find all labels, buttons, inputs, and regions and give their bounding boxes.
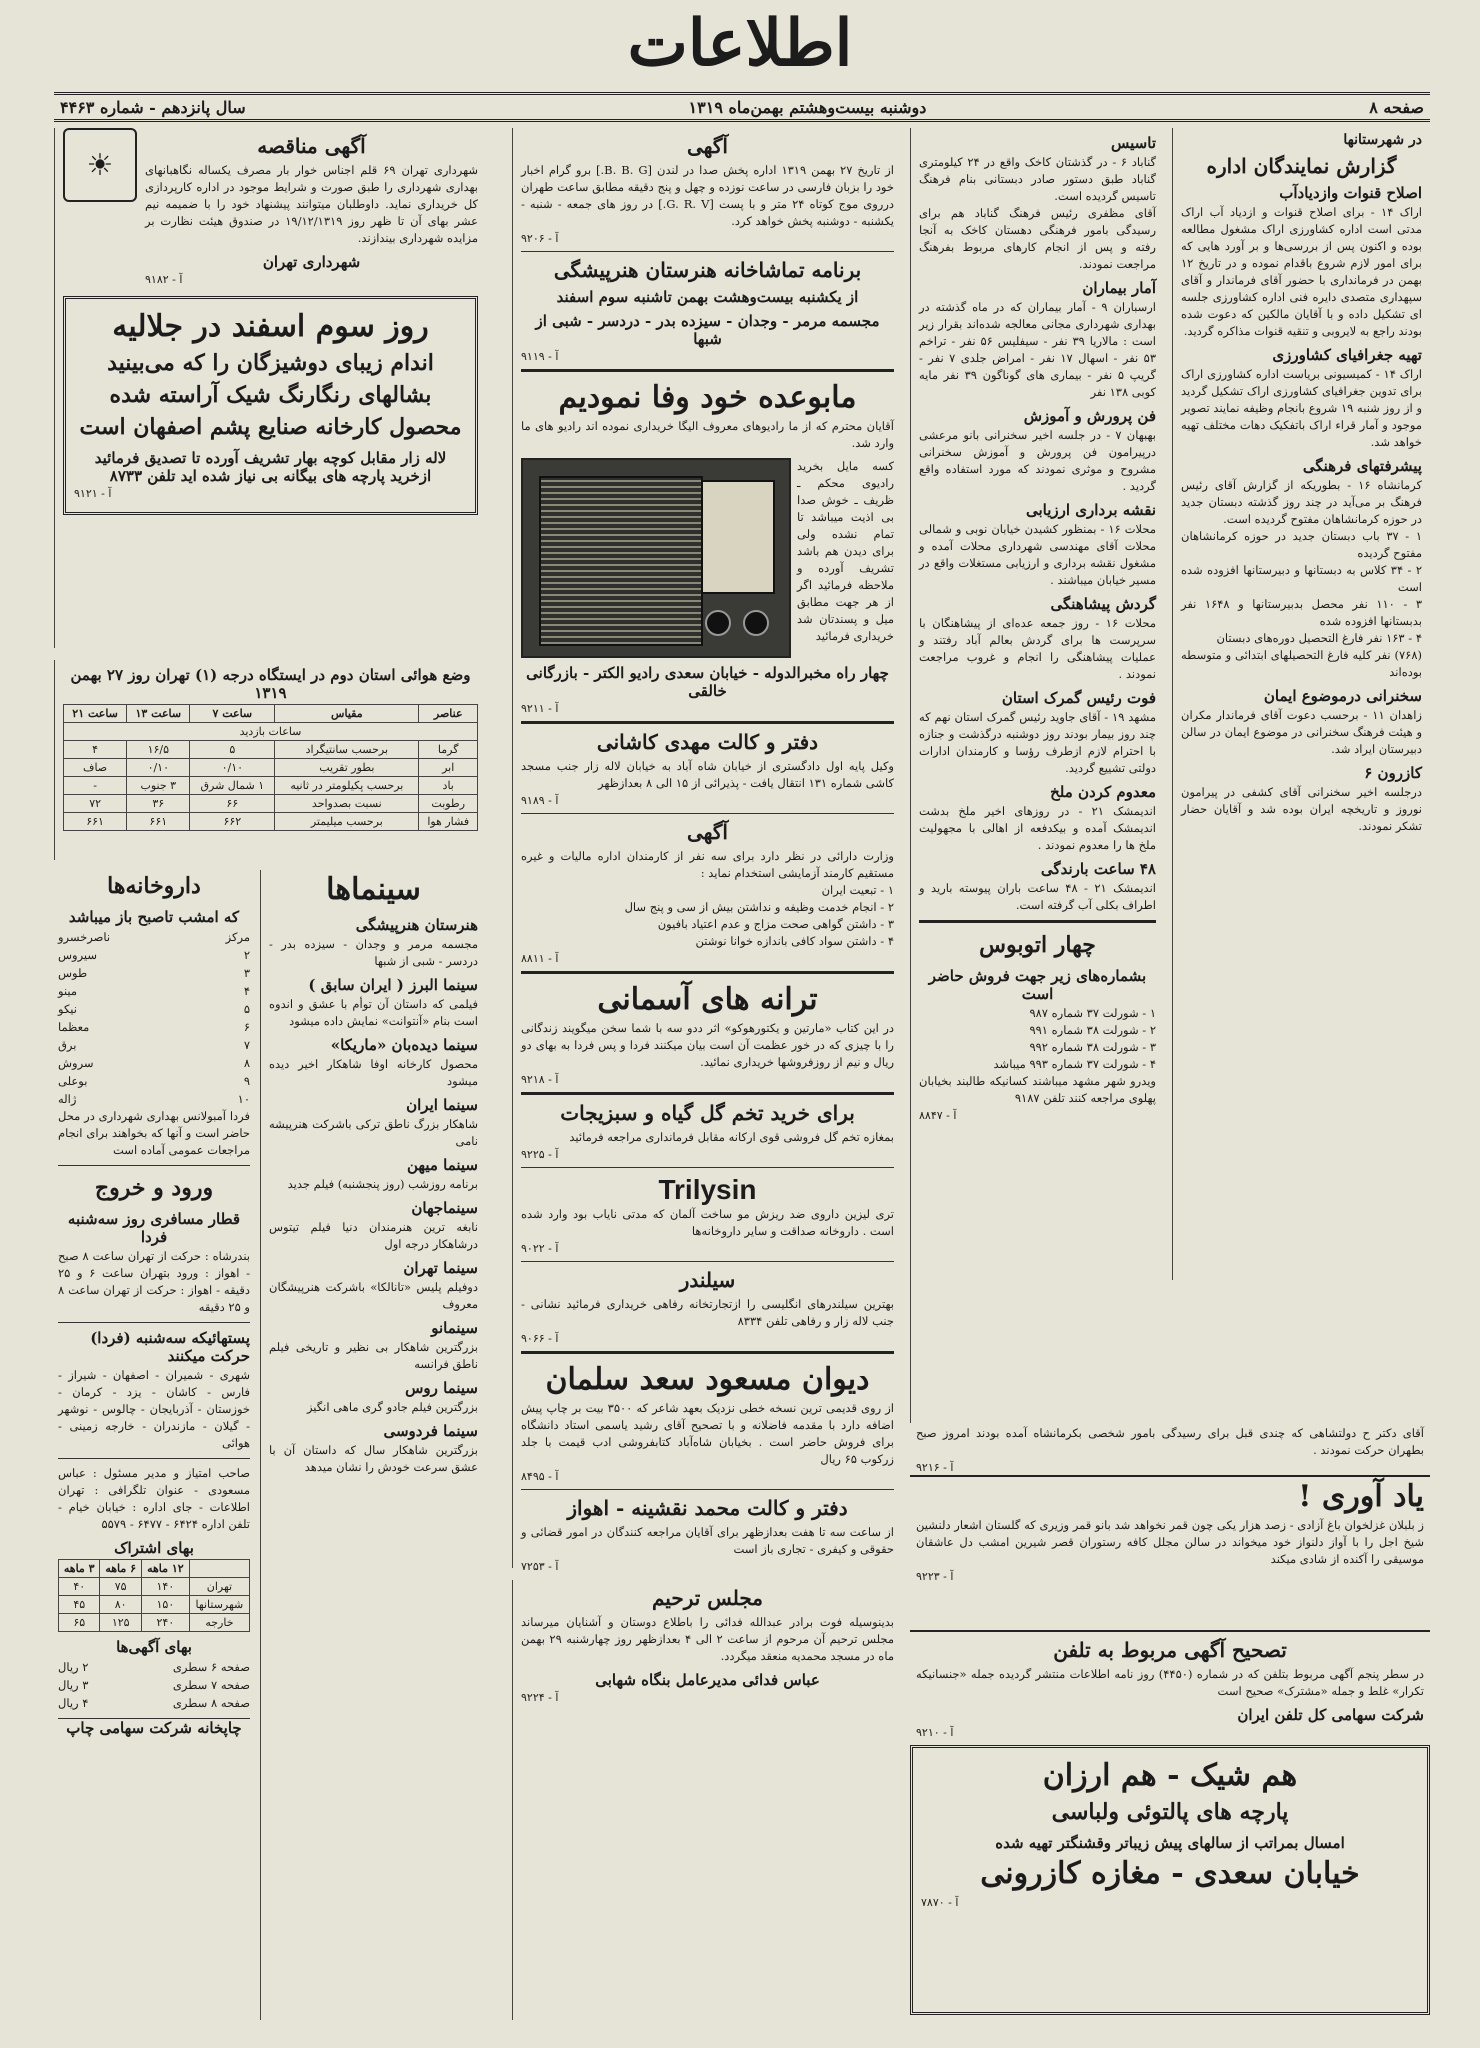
ad-title: برنامه تماشاخانه هنرستان هنرپیشگی bbox=[553, 258, 862, 282]
subhead: کازرون ۶ bbox=[1364, 764, 1422, 782]
cinema-desc: شاهکار بزرگ ناطق ترکی باشرکت هنرپیشه نامی bbox=[269, 1117, 478, 1148]
list-item: ۴ - ۱۶۳ نفر فارغ التحصیل دوره‌های دبستان bbox=[1216, 631, 1422, 645]
ad-title: دیوان مسعود سعد سلمان bbox=[545, 1362, 870, 1397]
subhead: گردش پیشاهنگی bbox=[1050, 595, 1156, 613]
trilysin-title: Trilysin bbox=[658, 1174, 757, 1205]
subscription-table: ۱۲ ماهه ۶ ماهه ۳ ماهه تهران ۱۴۰ ۷۵ ۴۰ شهرستانها ۱۵۰ ۸۰ ۴۵ خارجه ۲۴۰ ۱۲۵ ۶۵ bbox=[58, 1559, 250, 1632]
owner-info: صاحب امتیاز و مدیر مسئول : عباس مسعودی - عنوان تلگرافی : تهران اطلاعات - جای اداره : خیابان خیام - تلفن اداره ۶۴۲۴ - ۶۴۷۷ - ۵۵۷۹ bbox=[58, 1466, 250, 1531]
article-text: (۷۶۸) نفر کلیه فارغ التحصیلهای ابتدائی و متوسطه بوده‌اند bbox=[1181, 648, 1422, 679]
knob bbox=[743, 610, 769, 636]
ad-text: از روی قدیمی ترین نسخه خطی نزدیک بعهد شاعر که ۳۵۰۰ بیت بر چاپ پیش اضافه دارد با مقدمه فاضلانه و با تصحیح آقای رشید یاسمی استاد دانشگاه برای فروش حاضر است . بخیابان شاه‌آباد کتابفروشی ادب قیمت با جلد زرکوب ۶۵ ریال bbox=[521, 1401, 894, 1466]
cinema-name: سینما ایران bbox=[406, 1096, 478, 1114]
speaker-grille bbox=[539, 476, 703, 646]
dateline bbox=[54, 92, 1430, 122]
cinema-desc: مجسمه مرمر و وجدان - سیزده بدر - دردسر - شبی از شبها bbox=[269, 937, 478, 968]
wool-ad bbox=[63, 296, 478, 515]
list-item: ۱ - تبعیت ایران bbox=[821, 883, 894, 897]
ad-text: اندام زیبای دوشیزگان را که می‌بینید بشالهای رنگارنگ شیک آراسته شده محصول کارخانه صنایع پشم اصفهان است bbox=[79, 350, 462, 440]
ad-text: وزارت دارائی در نظر دارد برای سه نفر از کارمندان اداره مالیات و غیره مستقیم کارمند آزمایشی استخدام نماید : bbox=[521, 849, 894, 880]
cinema-name: سینما فردوسی bbox=[383, 1422, 478, 1440]
column-provinces bbox=[1172, 128, 1430, 1280]
table-row: رطوبت نسبت بصدواحد ۶۶ ۳۶ ۷۲ bbox=[64, 795, 478, 813]
travel-title: ورود و خروج bbox=[94, 1175, 214, 1201]
section-title: در شهرستانها bbox=[1343, 132, 1422, 148]
list-item: ۲ - ۳۴ کلاس به دبستانها و دبیرستانها افزوده شده است bbox=[1181, 563, 1422, 594]
article-text: محلات ۱۶ - روز جمعه عده‌ای از پیشاهنگان با سرپرست ها برای گردش بعالم آباد رفتند و عملیات پیشاهنگی را انجام و غروب مراجعت نمودند . bbox=[919, 616, 1156, 681]
cinema-desc: فیلمی که داستان آن توأم با عشق و اندوه است بنام «آنتوانت» نمایش داده میشود bbox=[269, 997, 478, 1028]
subhead: فوت رئیس گمرک استان bbox=[1001, 689, 1156, 707]
ad-title: هم شیک - هم ارزان bbox=[1042, 1758, 1298, 1793]
column-reports bbox=[910, 128, 1164, 1423]
bus-ad bbox=[919, 929, 1156, 1122]
ad-text: امسال بمراتب از سالهای پیش زیباتر وقشنگتر تهیه شده bbox=[995, 1834, 1345, 1852]
table-row: فشار هوا برحسب میلیمتر ۶۶۲ ۶۶۱ ۶۶۱ bbox=[64, 813, 478, 831]
pharmacy-title: داروخانه‌ها bbox=[107, 873, 201, 899]
ad-code: آ - ۹۱۲۱ bbox=[74, 487, 112, 500]
list-item: ۲ - انجام خدمت وظیفه و نداشتن بیش از سی و پنج سال bbox=[624, 900, 894, 914]
post-text: شهری - شمیران - اصفهان - شیراز - فارس - کاشان - یزد - کرمان - خوزستان - آذربایجان - چالوس - نوشهر - گیلان - مازندران - خارجه زمینی - هوائی bbox=[58, 1368, 250, 1450]
ad-text: ز بلبلان غزلخوان باغ آزادی - زصد هزار یکی چون قمر نخواهد شد بانو قمر وزیری که گلستان اشعار دلنشین شیخ اجل را با آواز دلنواز خود میخواند در سالن مجلل کافه رستوران قصر شیرین امشب دل عاشقان موسیقی را آکنده از شادی میکند bbox=[916, 1518, 1424, 1566]
cinema-name: سینما البرز ( ایران سابق ) bbox=[308, 976, 478, 994]
article-text: آقای مظفری رئیس فرهنگ گناباد هم برای رسیدگی بامور فرهنگی دهستان کاخک به آنجا رفته و پس از انجام کارهای مربوط بفرهنگ مراجعت نمودند. bbox=[919, 206, 1156, 271]
subhead: تهیه جغرافیای کشاورزی bbox=[1272, 346, 1422, 364]
list-item: ۳ - داشتن گواهی صحت مزاج و عدم اعتیاد بافیون bbox=[657, 917, 894, 931]
column-ads bbox=[512, 128, 902, 1573]
ad-title: تصحیح آگهی مربوط به تلفن bbox=[1053, 1638, 1287, 1662]
ad-code: آ - ۸۸۴۷ bbox=[919, 1109, 957, 1122]
table-header: ساعت ۷ bbox=[190, 705, 275, 723]
tuning-dial bbox=[701, 480, 775, 594]
adprice-title: بهای آگهی‌ها bbox=[116, 1638, 192, 1656]
ad-code: آ - ۹۲۰۶ bbox=[521, 232, 559, 245]
cinema-name: سینماجهان bbox=[411, 1199, 478, 1217]
list-item: ۵ نیکو bbox=[58, 1002, 250, 1016]
masthead bbox=[0, 0, 1480, 88]
table-subheader: ساعات بازدید bbox=[64, 723, 478, 741]
subhead: آمار بیماران bbox=[1082, 279, 1156, 297]
ad-code: آ - ۹۲۲۵ bbox=[521, 1148, 559, 1161]
ad-title: مجلس ترحیم bbox=[651, 1586, 763, 1610]
article-text: محلات ۱۶ - بمنظور کشیدن خیابان نوبی و شمالی محلات آقای مهندسی شهرداری محلات آمده و مشغول نقشه برداری و ارزیابی مستغلات واقع در مسیر خیابان میباشند . bbox=[919, 522, 1156, 587]
ad-title: چهار اتوبوس bbox=[979, 932, 1096, 958]
ad-text: وکیل پایه اول دادگستری از خیابان شاه آباد به خیابان لاله زار جنب مسجد کاشی شماره ۱۳۱ انتقال یافت - پذیرائی از ۱۵ الی ۸ بعدازظهر bbox=[521, 759, 894, 790]
ad-text: شهرداری تهران ۶۹ قلم اجناس خوار بار مصرف یکساله نگاهبانهای بهداری شهرداری را طبق صورت و شرایط موجود در اداره کارپردازی کل خریداری نماید. داوطلبان میتوانند پیشنهاد خود را با ضمیمه نیم عشر بهای آن تا ظهر روز ۱۹/۱۲/۱۳۱۹ در صندوق هیئت نظارت بر مزایده شهرداری بیندازند. bbox=[145, 163, 479, 245]
ad-title: برای خرید تخم گل گیاه و سبزیجات bbox=[560, 1101, 855, 1125]
small-ad bbox=[910, 1425, 1430, 1474]
list-item: ۶ معظما bbox=[58, 1020, 250, 1034]
ad-text: در این کتاب «مارتین و یکتورهوکو» اثر ددو سه با شما سخن میگویند زندگانی را با چیزی که در خور عظمت آن است بیان میکنند فردا و پس فردا به بهای دو ریال و نیم از روزفروشها خریداری نمائید. bbox=[521, 1021, 894, 1069]
ad-title: آگهی bbox=[687, 134, 728, 158]
subhead: نقشه برداری ارزیابی bbox=[1026, 501, 1156, 519]
ad-text: تری لیزین داروی ضد ریزش مو ساخت آلمان که مدتی نایاب بود وارد شده است . داروخانه صداقت و سایر داروخانه‌ها bbox=[521, 1207, 894, 1238]
table-header: عناصر bbox=[419, 705, 478, 723]
list-item: مرکز ناصرخسرو bbox=[58, 930, 250, 944]
cinema-desc: محصول کارخانه اوفا شاهکار اخیر دیده میشود bbox=[269, 1057, 478, 1088]
travel-text: بندرشاه : حرکت از تهران ساعت ۸ صبح - اهواز : ورود بتهران ساعت ۶ و ۲۵ دقیقه - اهواز : حرکت از تهران ساعت ۸ و ۲۵ دقیقه bbox=[58, 1249, 250, 1314]
cinema-title: سینماها bbox=[326, 872, 421, 907]
ad-code: آ - ۹۲۱۱ bbox=[521, 702, 559, 715]
list-item: ۴ - داشتن سواد کافی باندازه خوانا نوشتن bbox=[695, 934, 894, 948]
table-row: خارجه ۲۴۰ ۱۲۵ ۶۵ bbox=[59, 1614, 250, 1632]
list-item: ۱ - ۳۷ باب دبستان جدید در حوزه کرمانشاهان مفتوح گردیده bbox=[1181, 529, 1422, 560]
article-text: گناباد ۶ - در گذشتان کاخک واقع در ۲۴ کیلومتری گناباد طبق دستور صادر دبستانی بنام فرهنگ تاسیس گردیده است. bbox=[919, 155, 1157, 203]
cinema-desc: بزرگترین فیلم جادو گری ماهی انگیز bbox=[306, 1400, 478, 1414]
ad-address: لاله زار مقابل کوچه بهار تشریف آورده تا تصدیق فرمائید ازخرید پارچه های بیگانه بی نیاز شده اید تلفن ۸۷۳۳ bbox=[94, 449, 447, 485]
ad-code: آ - ۹۱۸۲ bbox=[145, 273, 183, 286]
cinema-desc: بزرگترین شاهکار بی نظیر و تاریخی فیلم ناطق فرانسه bbox=[269, 1340, 478, 1371]
article-text: اندیمشک ۲۱ - در روزهای اخیر ملخ بدشت اندیمشک آمده و بیکدفعه از اهالی با مجهولیت ملخ ها را معدوم نمودند . bbox=[919, 804, 1156, 852]
ad-signature: شرکت سهامی کل تلفن ایران bbox=[1237, 1706, 1424, 1724]
column-notices bbox=[54, 128, 486, 648]
table-header: ساعت ۱۳ bbox=[127, 705, 190, 723]
ad-title: دفتر و کالت محمد نقشینه - اهواز bbox=[567, 1496, 848, 1520]
ad-text: بدینوسیله فوت برادر عبدالله فدائی را باطلاع دوستان و آشنایان میرساند مجلس ترحیم آن مرحوم از ساعت ۲ الی ۴ بعدازظهر روز چهارشنبه ۲۹ بهمن ماه در مسجد محمدیه منعقد میگردد. bbox=[521, 1615, 894, 1663]
list-item: ۴ - شورلت ۳۷ شماره ۹۹۳ میباشد bbox=[993, 1057, 1156, 1071]
ad-title: ترانه های آسمانی bbox=[597, 982, 818, 1017]
ad-text: بهترین سیلندرهای انگلیسی را ازتجارتخانه رفاهی خریداری فرمائید نشانی - جنب لاله زار و رفاهی تلفن ۸۳۳۴ bbox=[521, 1297, 894, 1328]
ad-code: آ - ۷۸۷۰ bbox=[921, 1896, 959, 1909]
ad-title: سیلندر bbox=[679, 1268, 736, 1292]
ad-code: آ - ۹۲۲۴ bbox=[521, 1691, 559, 1704]
list-item: ۱۰ ژاله bbox=[58, 1092, 250, 1106]
ad-signature: عباس فدائی مدیرعامل بنگاه شهابی bbox=[595, 1671, 820, 1689]
phone-correction bbox=[910, 1630, 1430, 1739]
list-item: ۳ - شورلت ۳۸ شماره ۹۹۲ bbox=[1029, 1040, 1156, 1054]
ad-code: آ - ۹۰۲۲ bbox=[521, 1242, 559, 1255]
cinema-name: سینما میهن bbox=[407, 1156, 478, 1174]
list-item: ۳ طوس bbox=[58, 966, 250, 980]
ad-code: آ - ۹۲۱۸ bbox=[521, 1073, 559, 1086]
ad-text: آقای دکتر ح دولتشاهی که چندی قبل برای رسیدگی بامور شخصی بکرمانشاه آمده بودند امروز صبح بطهران حرکت نمودند . bbox=[916, 1426, 1424, 1457]
ad-text: مجسمه مرمر - وجدان - سیزده بدر - دردسر - شبی از شبها bbox=[535, 312, 880, 348]
ad-code: آ - ۸۸۱۱ bbox=[521, 952, 559, 965]
ad-text: بمغازه تخم گل فروشی قوی ارکانه مقابل فرمانداری مراجعه فرمائید bbox=[569, 1130, 894, 1144]
pharmacy-note: فردا آمبولانس بهداری شهرداری در محل حاضر است و آنها که بخواهند برای انجام مراجعات عمومی آماده است bbox=[58, 1109, 250, 1157]
cinema-name: سینما دیده‌بان «ماریکا» bbox=[330, 1036, 478, 1054]
reminder-ad bbox=[910, 1475, 1430, 1625]
table-row: باد برحسب پکیلومتر در ثانیه ۱ شمال شرق ۳ جنوب - bbox=[64, 777, 478, 795]
subhead: فن پرورش و آموزش bbox=[1023, 407, 1156, 425]
ad-code: آ - ۷۲۵۳ bbox=[521, 1560, 559, 1573]
list-item: صفحه ۸ سطری ۴ ریال bbox=[58, 1696, 250, 1710]
list-item: صفحه ۶ سطری ۲ ریال bbox=[58, 1660, 250, 1674]
pharmacy-subtitle: که امشب تاصبح باز میباشد bbox=[68, 908, 240, 926]
ad-side-text: کسه مایل بخرید رادیوی محکم ـ ظریف ـ خوش صدا بی اذیت میباشد تا تمام نشده ولی برای دیدن هم باشد تشریف آورده و ملاحظه فرمائید اگر از هر جهت مطابق میل و پسندتان شد خریداری فرمائید bbox=[797, 459, 894, 643]
ad-title: یاد آوری ! bbox=[1298, 1479, 1424, 1514]
page-number: صفحه ۸ bbox=[1369, 97, 1424, 117]
weather-title: وضع هوائی استان دوم در ایستگاه درجه (۱) تهران روز ۲۷ بهمن ۱۳۱۹ bbox=[70, 666, 471, 702]
list-item: ۸ سروش bbox=[58, 1056, 250, 1070]
subhead: اصلاح قنوات وازدیادآب bbox=[1279, 184, 1422, 202]
ad-title: آگهی مناقصه bbox=[257, 134, 366, 158]
ad-code: آ - ۹۲۱۰ bbox=[916, 1726, 954, 1739]
radio-image bbox=[521, 458, 791, 658]
article-text: ارسباران ۹ - آمار بیماران که در ماه گذشته در بهداری شهرداری مجانی معالجه شده‌اند بقرار زیر است : مالاریا ۳۹ نفر - سیفلیس ۵۶ نفر - تراخم ۵۳ نفر - اسهال ۱۷ نفر - امراض جلدی ۷ نفر - گریپ ۵ نفر - بیماری های گوناگون ۳۹ نفر مایه کوبی ۱۳۸ نفر bbox=[919, 300, 1157, 399]
list-item: ۳ - ۱۱۰ نفر محصل بدبیرستانها و ۱۶۴۸ نفر بدبستانها افزوده شده bbox=[1181, 597, 1422, 628]
weather-table bbox=[63, 704, 478, 831]
table-header: ساعت ۲۱ bbox=[64, 705, 127, 723]
knob bbox=[705, 610, 731, 636]
list-item: ۴ مینو bbox=[58, 984, 250, 998]
ad-title: روز سوم اسفند در جلالیه bbox=[112, 309, 429, 344]
list-item: ۲ سیروس bbox=[58, 948, 250, 962]
cinema-name: سینما تهران bbox=[403, 1259, 478, 1277]
article-text: بهبهان ۷ - در جلسه اخیر سخنرانی بانو مرعشی درپیرامون فن پرورش و آموزش سخنرانی مشروح و موثری نمودند که مورد استفاده واقع گردید . bbox=[919, 428, 1156, 493]
ad-subtitle: از یکشنبه بیست‌وهشت بهمن تاشنبه سوم اسفند bbox=[556, 288, 859, 306]
newspaper-title: اطلاعات bbox=[627, 6, 853, 81]
ad-title: دفتر و کالت مهدی کاشانی bbox=[596, 730, 819, 754]
shop-ad bbox=[910, 1745, 1430, 2015]
ad-title: آگهی bbox=[687, 820, 728, 844]
subhead: پیشرفتهای فرهنگی bbox=[1302, 457, 1422, 475]
ad-text: در سطر پنجم آگهی مربوط بتلفن که در شماره (۴۴۵۰) روز نامه اطلاعات منتشر گردیده جمله «جنسانیکه تکرار» غلط و جمله «مشترک» صحیح است bbox=[916, 1667, 1424, 1698]
info-column bbox=[54, 870, 254, 2020]
ad-signature: شهرداری تهران bbox=[262, 253, 361, 271]
table-row: شهرستانها ۱۵۰ ۸۰ ۴۵ bbox=[59, 1596, 250, 1614]
subhead: ۴۸ ساعت بارندگی bbox=[1040, 860, 1156, 878]
list-item: ۲ - شورلت ۳۸ شماره ۹۹۱ bbox=[1029, 1023, 1156, 1037]
cinema-name: هنرستان هنرپیشگی bbox=[355, 916, 478, 934]
table-row: گرما برحسب سانتیگراد ۵ ۱۶/۵ ۴ bbox=[64, 741, 478, 759]
article-text: اراک ۱۴ - کمیسیونی برياست اداره کشاورزی اراک برای تدوین جغرافیای کشاورزی اراک تشکیل گردید و از روز شنبه ۱۹ شروع بانجام وظیفه نمایند تصویر موجود و آمار قراء اراک باتفکیک دهات مختلف تهیه خواهد شد. bbox=[1181, 367, 1422, 449]
table-header: مقیاس bbox=[275, 705, 419, 723]
ad-code: آ - ۹۲۲۳ bbox=[916, 1570, 954, 1583]
ad-code: آ - ۸۴۹۵ bbox=[521, 1470, 559, 1483]
headline: گزارش نمایندگان اداره bbox=[1206, 154, 1397, 178]
cinema-name: سینمانو bbox=[431, 1319, 478, 1337]
ad-code: آ - ۹۲۱۶ bbox=[916, 1461, 954, 1474]
article-text: کرمانشاه ۱۶ - بطوریکه از گزارش آقای رئیس فرهنگ بر می‌آید در چند روز گذشته دبستان جدید در حوزه کرمانشاهان مفتوح گردیده است. bbox=[1181, 478, 1422, 526]
ad-text: از ساعت سه تا هفت بعدازظهر برای آقایان مراجعه کنندگان در امور قضائی و حقوقی و کیفری - تجاری باز است bbox=[521, 1525, 894, 1556]
ad-text: ویدرو شهر مشهد میباشند کسانیکه طالبند بخیابان پهلوی مراجعه کنند تلفن ۹۱۸۷ bbox=[919, 1074, 1156, 1105]
issue-number: سال پانزدهم - شماره ۴۴۶۳ bbox=[60, 97, 246, 117]
memorial-notice bbox=[512, 1580, 902, 2020]
ad-subtitle: پارچه های پالتوئی ولباسی bbox=[1051, 1799, 1289, 1825]
cinema-desc: بزرگترین شاهکار سال که داستان آن با عشق سرعت خودش را نشان میدهد bbox=[269, 1443, 478, 1474]
list-item: صفحه ۷ سطری ۳ ریال bbox=[58, 1678, 250, 1692]
lion-emblem-icon: ☀ bbox=[63, 128, 137, 202]
article-text: مشهد ۱۹ - آقای جاوید رئیس گمرک استان نهم که چند روز بیمار بودند روز دوشنبه درگذشت و جنازه با احترام لازم ازطرف رؤسا و کارمندان ادارات دولتی تشییع گردید. bbox=[919, 710, 1156, 775]
ad-code: آ - ۹۰۶۶ bbox=[521, 1332, 559, 1345]
ad-subtitle: بشماره‌های زیر جهت فروش حاضر است bbox=[928, 967, 1147, 1003]
article-text: زاهدان ۱۱ - برحسب دعوت آقای فرماندار مکران و هیئت فرهنگ سخنرانی در موضوع ایمان در سالن دبیرستان ایراد شد. bbox=[1181, 708, 1422, 756]
travel-subtitle: قطار مسافری روز سه‌شنبه فردا bbox=[67, 1210, 241, 1246]
subhead: تاسیس bbox=[1111, 134, 1156, 152]
post-title: پستهائیکه سه‌شنبه (فردا) حرکت میکنند bbox=[90, 1329, 250, 1365]
subhead: سخنرانی درموضوع ایمان bbox=[1263, 687, 1422, 705]
list-item: ۱ - شورلت ۳۷ شماره ۹۸۷ bbox=[1029, 1006, 1156, 1020]
ad-code: آ - ۹۱۱۹ bbox=[521, 350, 559, 363]
weather-box bbox=[54, 660, 486, 860]
cinema-desc: برنامه روزشب (روز پنجشنبه) فیلم جدید bbox=[287, 1177, 478, 1191]
cinema-name: سینما روس bbox=[405, 1379, 478, 1397]
ad-address: چهار راه مخبرالدوله - خیابان سعدی رادیو الکتر - بازرگانی خالقی bbox=[526, 664, 889, 700]
printer: چاپخانه شرکت سهامی چاپ bbox=[58, 1718, 250, 1737]
table-row: تهران ۱۴۰ ۷۵ ۴۰ bbox=[59, 1578, 250, 1596]
ad-text: آقایان محترم که از ما رادیوهای معروف الیگا خریداری نموده اند رادیو های ما وارد شد. bbox=[521, 419, 894, 450]
cinema-column bbox=[260, 870, 486, 2020]
subscription-title: بهای اشتراک bbox=[114, 1539, 194, 1557]
list-item: ۷ برق bbox=[58, 1038, 250, 1052]
cinema-desc: نابغه ترین هنرمندان دنیا فیلم تیتوس درشاهکار درجه اول bbox=[269, 1220, 478, 1251]
article-text: اراک ۱۴ - برای اصلاح قنوات و ازدیاد آب اراک مدتی است اداره کشاورزی اراک مشغول مطالعه بوده و اکنون پس از بررسی‌ها و بر آورد هایی که برای امور لازم شروع باقدام نموده و در تاریخ ۱۲ بهمن در فرمانداری با حضور آقای فرماندار و آقای سپهداری متصدی دایره فنی اداره کشاورزی جلسه ای تشکیل داده و با آقایان مالکین که دعوت شده بودند راجع به لایروبی و تنقیه قنوات مذاکره گردید. bbox=[1181, 205, 1422, 338]
list-item: ۹ بوعلی bbox=[58, 1074, 250, 1088]
issue-date: دوشنبه بیست‌و‌هشتم بهمن‌ماه ۱۳۱۹ bbox=[688, 97, 927, 117]
article-text: اندیمشک ۲۱ - ۴۸ ساعت باران پیوسته بارید و اطراف بکلی آب گرفته است. bbox=[919, 881, 1156, 912]
cinema-desc: دوفیلم پلیس «تانالکا» باشرکت هنرپیشگان معروف bbox=[269, 1280, 478, 1311]
subhead: معدوم کردن ملخ bbox=[1050, 783, 1156, 801]
ad-code: آ - ۹۱۸۹ bbox=[521, 794, 559, 807]
radio-ad-title: مابوعده خود وفا نمودیم bbox=[558, 380, 857, 415]
table-row: ابر بطور تقریب ۰/۱۰ ۰/۱۰ صاف bbox=[64, 759, 478, 777]
ad-address: خیابان سعدی - مغازه کازرونی bbox=[980, 1856, 1360, 1891]
article-text: درجلسه اخیر سخنرانی آقای کشفی در پیرامون نوروز و تاریخچه ایران بوده شد و آقایان حضار تشکر نمودند. bbox=[1181, 785, 1422, 833]
ad-text: از تاریخ ۲۷ بهمن ۱۳۱۹ اداره پخش صدا در لندن [B. B. G.] برو گرام اخبار خود را بزبان فارسی در ساعت نوزده و چهل و پنج دقیقه مطابق ساعت طهران درروی موج کوتاه ۲۴ متر و با پست [G. R. V.] در روز های جمعه - شنبه - یکشنبه - دوشنبه پخش خواهد کرد. bbox=[521, 163, 894, 228]
